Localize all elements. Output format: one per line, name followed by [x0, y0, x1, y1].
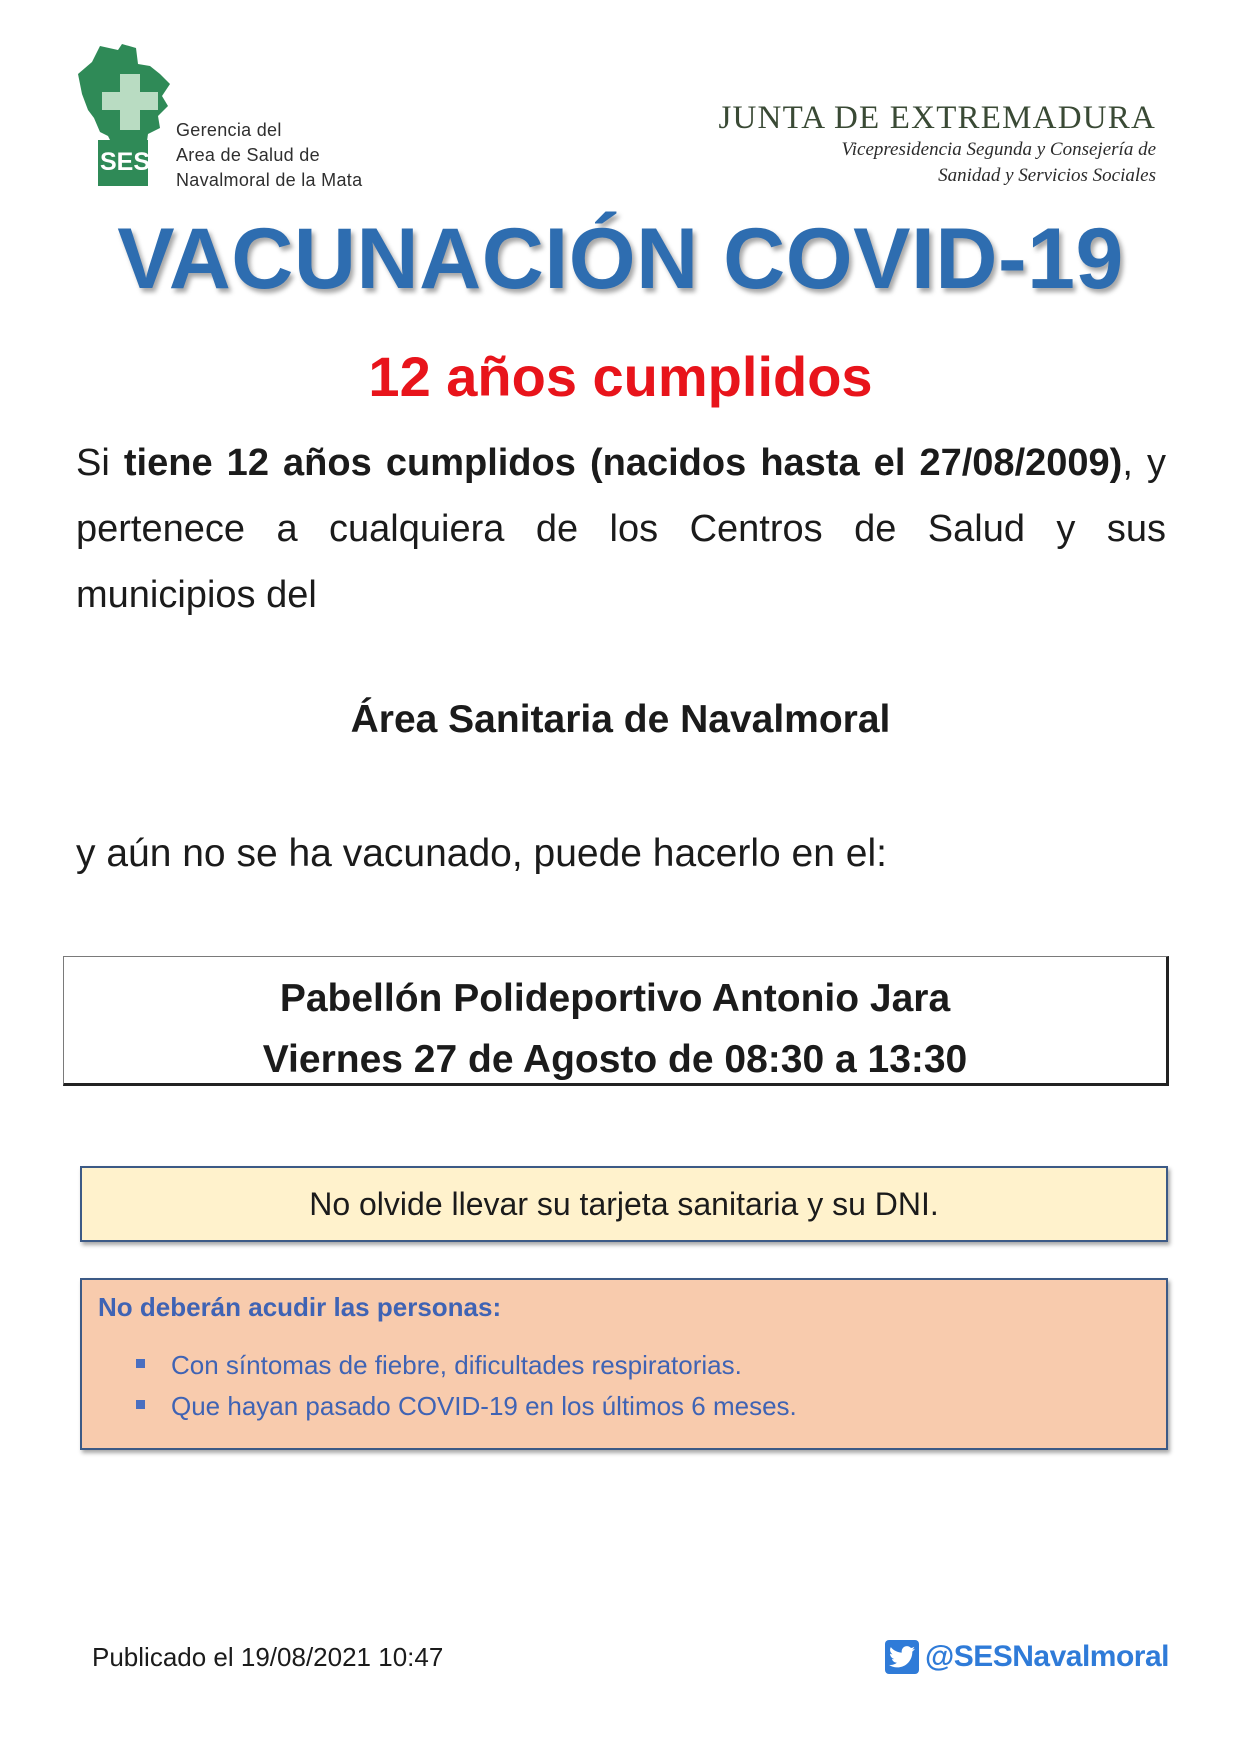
place-name: Pabellón Polideportivo Antonio Jara: [279, 977, 951, 1020]
list-item: [136, 1345, 1150, 1386]
twitter-icon: [885, 1640, 919, 1674]
ses-logo-text: SES: [100, 148, 151, 176]
list-item: [136, 1386, 1150, 1427]
intro-part-bold: tiene 12 años cumplidos (nacidos hasta el 27/08/2009): [123, 442, 1123, 484]
junta-subtitle-1: Vicepresidencia Segunda y Consejería de: [841, 139, 1156, 160]
intro-paragraph: [76, 430, 1166, 628]
square-bullet-icon: [136, 1359, 145, 1368]
warning-item-text: Que hayan pasado COVID-19 en los últimos 6 meses.: [171, 1391, 797, 1421]
twitter-handle[interactable]: @SESNavalmoral: [924, 1640, 1169, 1673]
ses-logo: [78, 44, 178, 189]
warning-item-text: Con síntomas de fiebre, dificultades respiratorias.: [171, 1350, 742, 1380]
junta-title: JUNTA DE EXTREMADURA: [718, 100, 1156, 136]
published-date: Publicado el 19/08/2021 10:47: [92, 1642, 444, 1672]
gerencia-line-3: Navalmoral de la Mata: [176, 170, 363, 190]
gerencia-line-2: Area de Salud de: [176, 145, 320, 165]
junta-subtitle-2: Sanidad y Servicios Sociales: [938, 165, 1156, 186]
page-subtitle: 12 años cumplidos: [368, 345, 873, 408]
reminder-box: No olvide llevar su tarjeta sanitaria y su DNI.: [80, 1166, 1168, 1242]
warning-box: [80, 1278, 1168, 1450]
junta-logo: [718, 100, 1156, 189]
gerencia-text: [176, 118, 362, 193]
place-box: [63, 956, 1169, 1086]
area-heading: Área Sanitaria de Navalmoral: [350, 698, 891, 741]
intro-part-3: , y pertenece a cualquiera de los Centros de Salud y sus municipios del: [76, 442, 1166, 616]
page-title: VACUNACIÓN COVID-19: [117, 211, 1124, 307]
place-schedule: Viernes 27 de Agosto de 08:30 a 13:30: [262, 1038, 968, 1081]
vaccination-prompt: y aún no se ha vacunado, puede hacerlo en el:: [76, 832, 887, 875]
twitter-handle-block[interactable]: [885, 1640, 1169, 1674]
gerencia-line-1: Gerencia del: [176, 120, 282, 140]
intro-part-1: Si: [76, 442, 124, 484]
warning-heading: No deberán acudir las personas:: [98, 1292, 502, 1322]
warning-list: [98, 1345, 1150, 1427]
square-bullet-icon: [136, 1400, 145, 1409]
